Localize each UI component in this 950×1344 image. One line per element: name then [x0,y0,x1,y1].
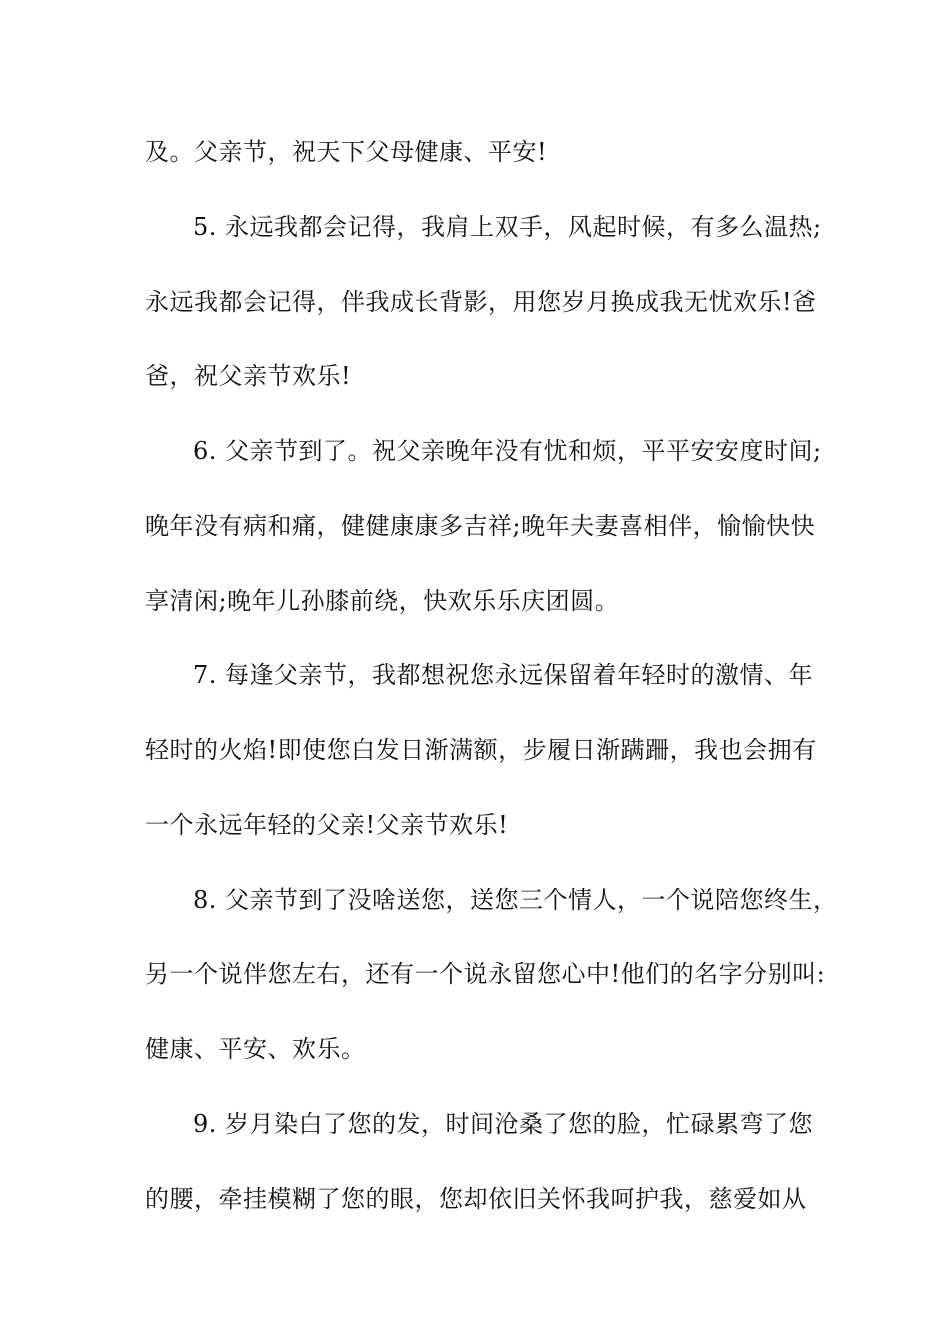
text-line-5: 6. 父亲节到了。祝父亲晚年没有忧和烦，平平安安度时间; [193,437,822,465]
text-line-1: 及。父亲节，祝天下父母健康、平安! [145,138,548,166]
text-line-9: 轻时的火焰!即使您白发日渐满额，步履日渐蹒跚，我也会拥有 [145,736,817,764]
text-line-4: 爸，祝父亲节欢乐! [145,362,352,390]
text-line-2: 5. 永远我都会记得，我肩上双手，风起时候，有多么温热; [193,213,822,241]
text-line-12: 另一个说伴您左右，还有一个说永留您心中!他们的名字分别叫: [145,960,826,988]
text-line-15: 的腰，牵挂模糊了您的眼，您却依旧关怀我呵护我，慈爱如从 [145,1185,807,1213]
text-line-14: 9. 岁月染白了您的发，时间沧桑了您的脸，忙碌累弯了您 [193,1110,814,1138]
text-line-13: 健康、平安、欢乐。 [145,1035,366,1063]
text-line-8: 7. 每逢父亲节，我都想祝您永远保留着年轻时的激情、年 [193,661,814,689]
text-line-7: 享清闲;晚年儿孙膝前绕，快欢乐乐庆团圆。 [145,587,620,615]
text-line-3: 永远我都会记得，伴我成长背影，用您岁月换成我无忧欢乐!爸 [145,288,817,316]
text-line-10: 一个永远年轻的父亲!父亲节欢乐! [145,811,509,839]
text-line-6: 晚年没有病和痛，健健康康多吉祥;晚年夫妻喜相伴，愉愉快快 [145,512,816,540]
text-line-11: 8. 父亲节到了没啥送您，送您三个情人，一个说陪您终生， [193,886,838,914]
